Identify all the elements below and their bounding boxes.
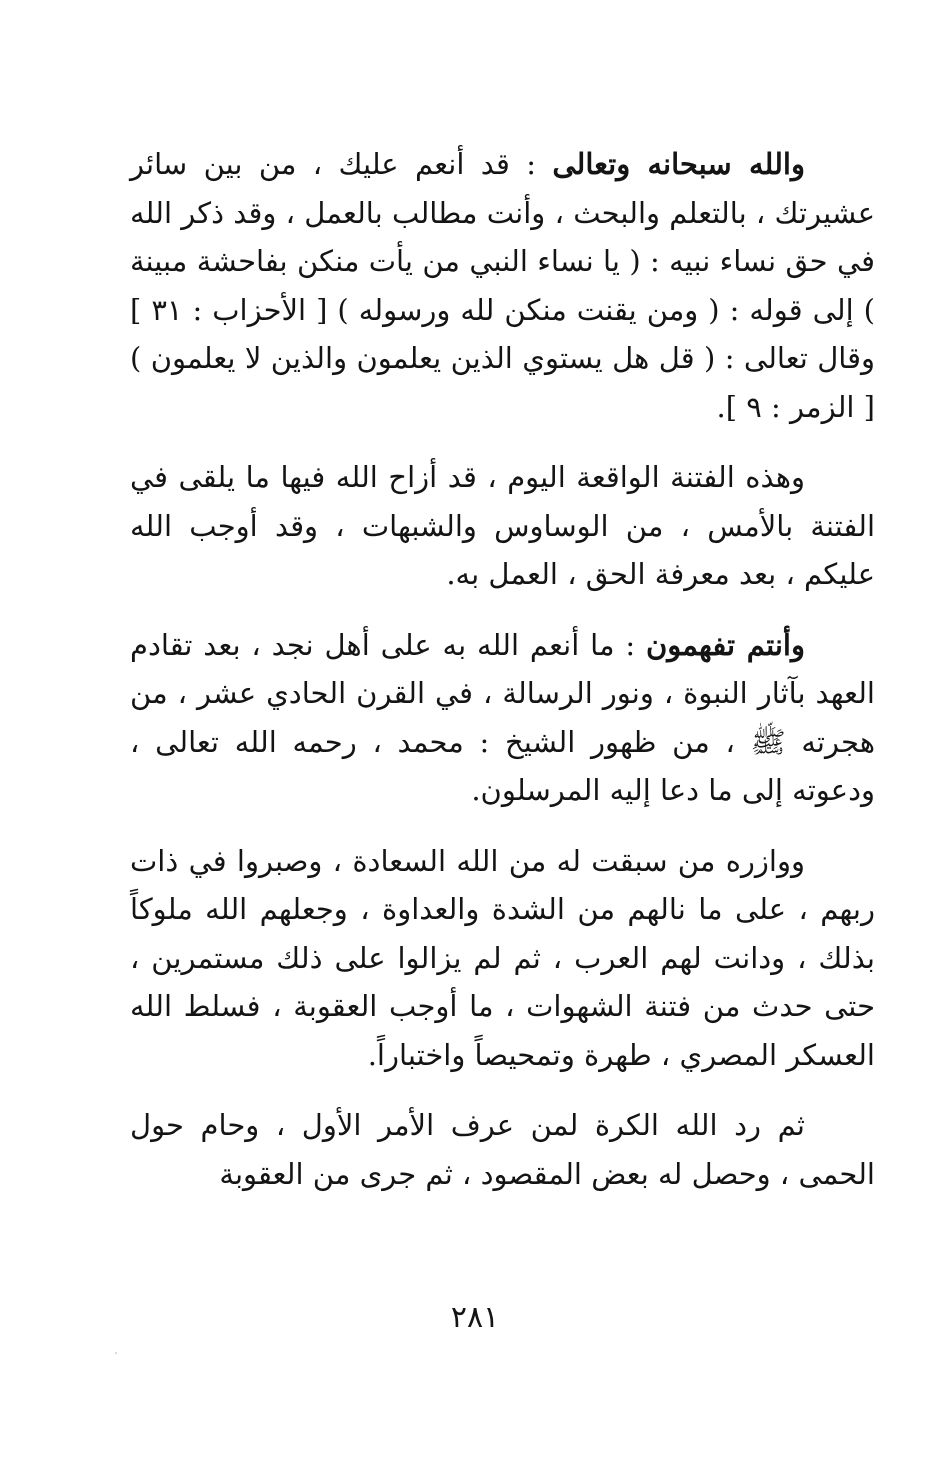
paragraph-4-text: ووازره من سبقت له من الله السعادة ، وصبروا في ذات ربهم ، على ما نالهم من الشدة والعداوة ، وجعلهم الله ملوكاً بذلك ، ودانت لهم العرب ، ثم لم يزالوا على ذلك مستمرين ، حتى حدث من فتنة الشهوات ، ما أوجب العقوبة ، فسلط الله العسكر المصري ، طهرة وتمحيصاً واختباراً. xyxy=(130,843,875,1072)
paragraph-3-text: : ما أنعم الله به على أهل نجد ، بعد تقادم العهد بآثار النبوة ، ونور الرسالة ، في القرن الحادي عشر ، من هجرته ﷺ ، من ظهور الشيخ : محمد ، رحمه الله تعالى ، ودعوته إلى ما دعا إليه المرسلون. xyxy=(130,627,875,807)
paragraph-2 xyxy=(130,453,875,599)
paragraph-1 xyxy=(130,140,875,431)
paragraph-3-lead: وأنتم تفهمون xyxy=(645,627,805,662)
paragraph-1-text: : قد أنعم عليك ، من بين سائر عشيرتك ، بالتعلم والبحث ، وأنت مطالب بالعمل ، وقد ذكر الله في حق نساء نبيه : ( يا نساء النبي من يأت منكن بفاحشة مبينة ) إلى قوله : ( ومن يقنت منكن لله ورسوله ) [ الأحزاب : ٣١ ] وقال تعالى : ( قل هل يستوي الذين يعلمون والذين لا يعلمون ) [ الزمر : ٩ ]. xyxy=(130,147,875,424)
scan-speck xyxy=(115,1352,117,1354)
paragraph-1-lead: والله سبحانه وتعالى xyxy=(552,147,805,181)
paragraph-3 xyxy=(130,621,875,815)
paragraph-5 xyxy=(130,1101,875,1198)
body-text xyxy=(130,140,875,1220)
paragraph-2-text: وهذه الفتنة الواقعة اليوم ، قد أزاح الله فيها ما يلقى في الفتنة بالأمس ، من الوساوس والشبهات ، وقد أوجب الله عليكم ، بعد معرفة الحق ، العمل به. xyxy=(130,460,875,591)
page-number: ٢٨١ xyxy=(450,1300,500,1335)
paragraph-4 xyxy=(130,837,875,1080)
paragraph-5-text: ثم رد الله الكرة لمن عرف الأمر الأول ، وحام حول الحمى ، وحصل له بعض المقصود ، ثم جرى من العقوبة xyxy=(130,1108,875,1191)
